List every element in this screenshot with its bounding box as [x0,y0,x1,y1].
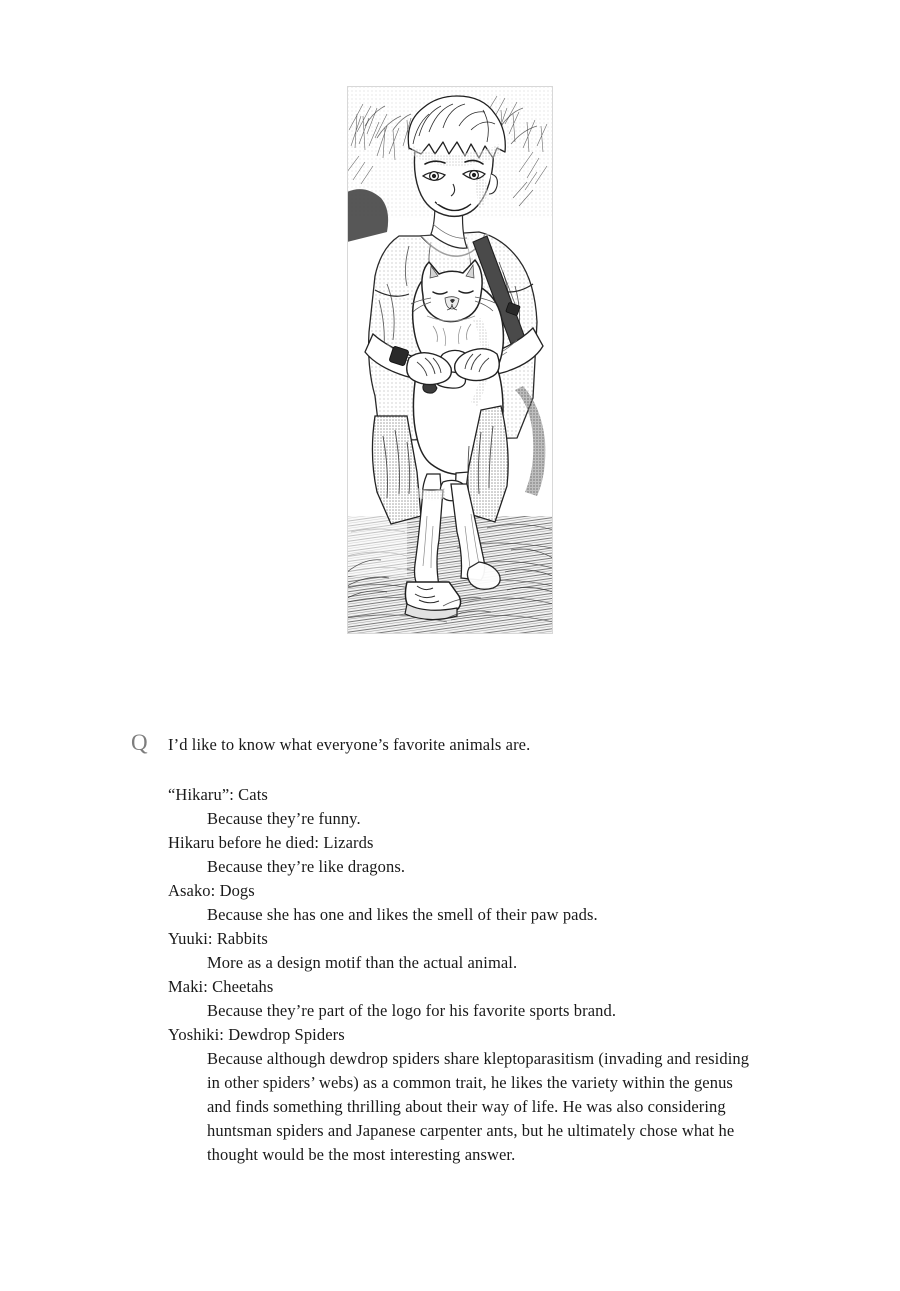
answer-head: Yoshiki: Dewdrop Spiders [168,1025,345,1044]
answer-head: Asako: Dogs [168,881,255,900]
answer-entry [168,783,900,831]
manga-illustration-panel [347,86,553,634]
manga-illustration-artwork [347,86,553,634]
answer-head: Maki: Cheetahs [168,977,274,996]
qa-section [0,730,900,1167]
answer-body: Because they’re like dragons. [207,857,406,876]
question-text: I’d like to know what everyone’s favorite animals are. [168,735,531,754]
answer-entry [168,1023,900,1167]
answer-head: “Hikaru”: Cats [168,785,268,804]
answer-entry [168,831,900,879]
answer-entry [168,927,900,975]
answer-body: Because they’re part of the logo for his favorite sports brand. [207,1001,617,1020]
answer-entry [168,975,900,1023]
question-row [0,730,900,763]
answers-list [0,783,900,1167]
answer-body: Because they’re funny. [207,809,361,828]
answer-body: Because she has one and likes the smell of their paw pads. [207,905,598,924]
answer-head: Yuuki: Rabbits [168,929,268,948]
answer-body: More as a design motif than the actual animal. [207,953,518,972]
question-marker: Q [131,730,148,755]
answer-body: Because although dewdrop spiders share kleptoparasitism (invading and residing in other spiders’ webs) as a common trait, he likes the variety within the genus and finds something thrilling about their way of life. He was also considering huntsman spiders and Japanese carpenter ants, but he ultimately chose what he thought would be the most interesting answer. [207,1049,750,1164]
answer-entry [168,879,900,927]
answer-head: Hikaru before he died: Lizards [168,833,374,852]
